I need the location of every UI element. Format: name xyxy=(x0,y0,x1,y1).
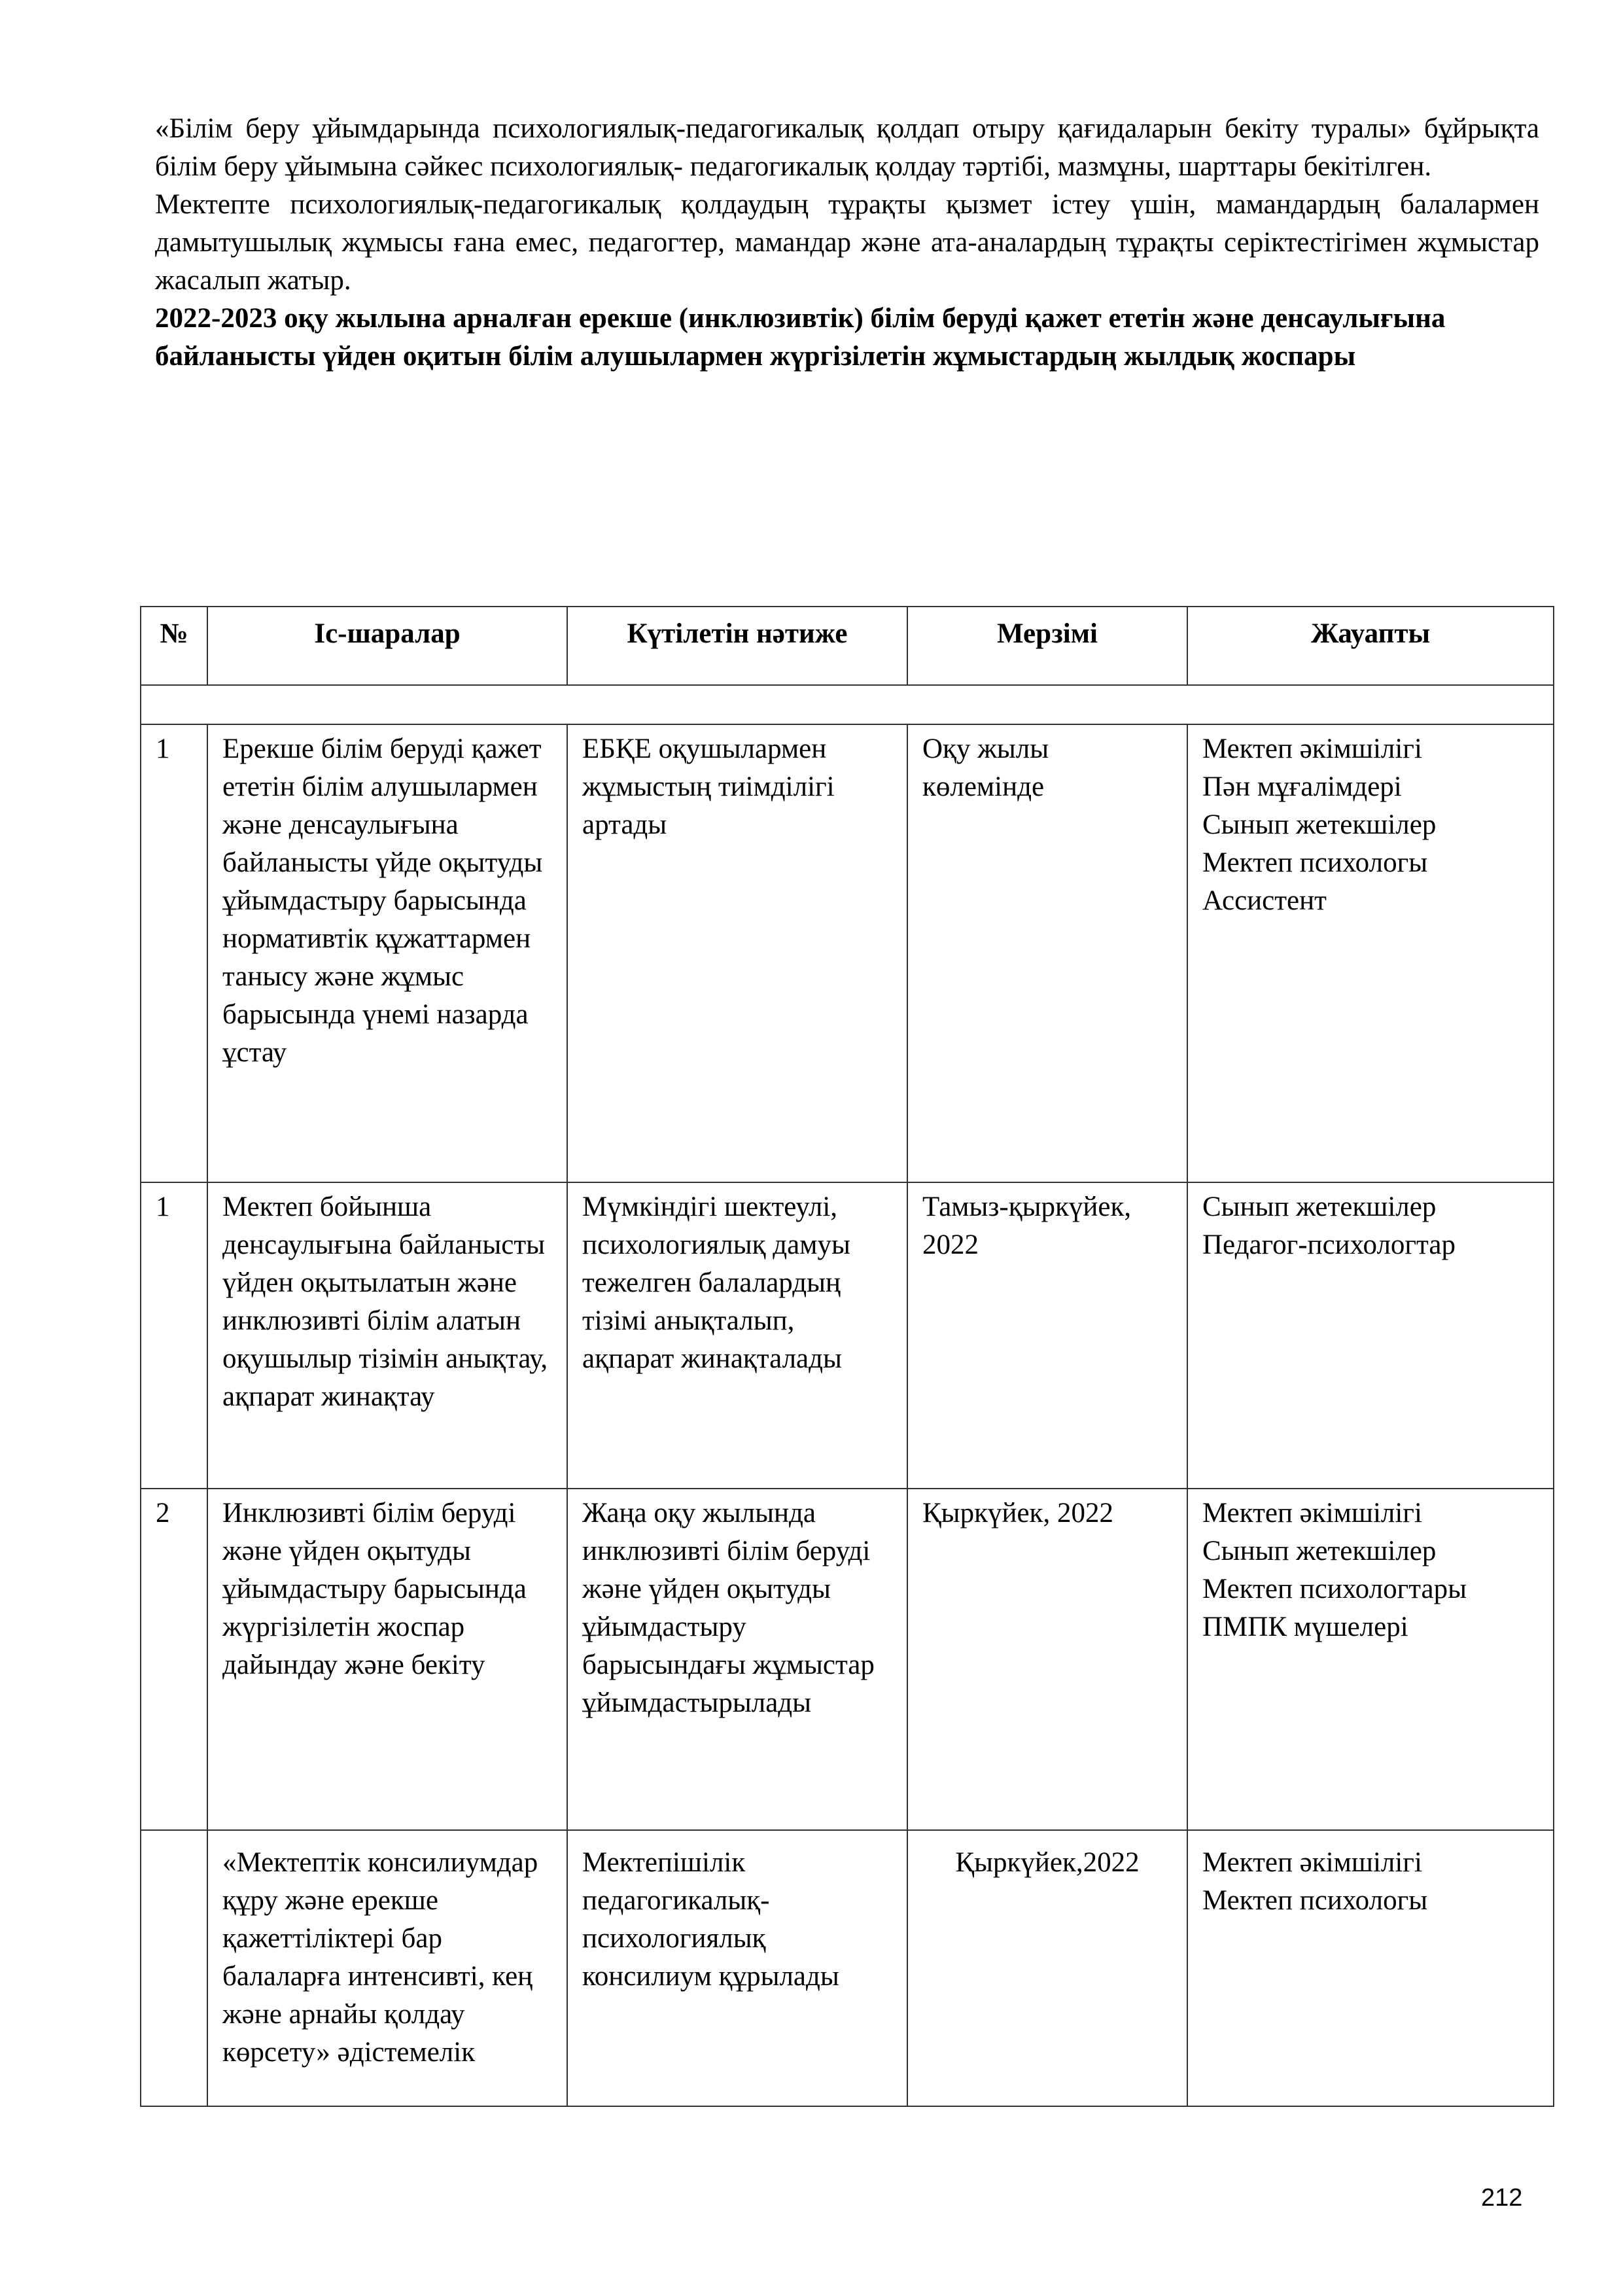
intro-paragraph-1: «Білім беру ұйымдарында психологиялық-педагогикалық қолдап отыру қағидаларын бекіту туралы» бұйрықта білім беру ұйымына сәйкес психологиялық- педагогикалық қолдау тәртібі, мазмұны, шарттары бекітілген. xyxy=(155,113,1539,182)
header-expected-result: Күтілетін нәтиже xyxy=(567,607,907,685)
row-deadline: Қыркүйек, 2022 xyxy=(907,1489,1187,1830)
annual-plan-table xyxy=(140,606,1554,2107)
row-activity: Инклюзивті білім беруді және үйден оқытуды ұйымдастыру барысында жүргізілетін жоспар дайындау және бекіту xyxy=(207,1489,567,1830)
responsible-item: Мектеп психологы xyxy=(1202,847,1428,878)
row-responsible xyxy=(1187,1489,1554,1830)
table-row xyxy=(141,1182,1554,1489)
responsible-item: Пән мұғалімдері xyxy=(1202,771,1402,802)
table-row xyxy=(141,724,1554,1182)
responsible-item: Педагог-психологтар xyxy=(1202,1229,1456,1260)
responsible-item: Сынып жетекшілер xyxy=(1202,1192,1437,1222)
row-number: 2 xyxy=(141,1489,207,1830)
row-activity: «Мектептік консилиумдар құру және ерекше қажеттіліктері бар балаларға интенсивті, кең және арнайы қолдау көрсету» әдістемелік xyxy=(207,1830,567,2106)
row-number xyxy=(141,1830,207,2106)
header-activities: Іс-шаралар xyxy=(207,607,567,685)
table-spacer-row xyxy=(141,685,1554,724)
responsible-item: Мектеп әкімшілігі xyxy=(1202,1847,1422,1878)
row-number: 1 xyxy=(141,724,207,1182)
header-responsible: Жауапты xyxy=(1187,607,1554,685)
row-responsible xyxy=(1187,724,1554,1182)
responsible-item: Сынып жетекшілер xyxy=(1202,809,1437,840)
intro-text xyxy=(155,110,1539,376)
page-number: 212 xyxy=(1481,2184,1523,2212)
responsible-item: Мектеп психологы xyxy=(1202,1885,1428,1916)
row-result: Жаңа оқу жылында инклюзивті білім беруді және үйден оқытуды ұйымдастыру барысындағы жұмыстар ұйымдастырылады xyxy=(567,1489,907,1830)
table-header-row xyxy=(141,607,1554,685)
responsible-item: ПМПК мүшелері xyxy=(1202,1612,1408,1642)
responsible-item: Мектеп әкімшілігі xyxy=(1202,733,1422,764)
row-number: 1 xyxy=(141,1182,207,1489)
intro-paragraph-2: Мектепте психологиялық-педагогикалық қолдаудың тұрақты қызмет істеу үшін, мамандардың балалармен дамытушылық жұмысы ғана емес, педагогтер, мамандар және ата-аналардың тұрақты серіктестігімен жұмыстар жасалып жатыр. xyxy=(155,189,1539,296)
row-result: Мектепішілік педагогикалық-психологиялық консилиум құрылады xyxy=(567,1830,907,2106)
row-deadline: Оқу жылы көлемінде xyxy=(907,724,1187,1182)
responsible-item: Мектеп әкімшілігі xyxy=(1202,1498,1422,1528)
table-row xyxy=(141,1489,1554,1830)
row-responsible xyxy=(1187,1830,1554,2106)
responsible-item: Ассистент xyxy=(1202,885,1327,916)
row-deadline: Тамыз-қыркүйек, 2022 xyxy=(907,1182,1187,1489)
row-result: ЕБҚЕ оқушылармен жұмыстың тиімділігі артады xyxy=(567,724,907,1182)
row-activity: Ерекше білім беруді қажет ететін білім алушылармен және денсаулығына байланысты үйде оқытуды ұйымдастыру барысында нормативтік құжаттармен танысу және жұмыс барысында үнемі назарда ұстау xyxy=(207,724,567,1182)
responsible-item: Сынып жетекшілер xyxy=(1202,1536,1437,1566)
spacer-cell xyxy=(141,685,1554,724)
row-activity: Мектеп бойынша денсаулығына байланысты үйден оқытылатын және инклюзивті білім алатын оқушылыр тізімін анықтау, ақпарат жинақтау xyxy=(207,1182,567,1489)
table-row xyxy=(141,1830,1554,2106)
plan-heading: 2022-2023 оқу жылына арналған ерекше (инклюзивтік) білім беруді қажет ететін және денсаулығына байланысты үйден оқитын білім алушылармен жүргізілетін жұмыстардың жылдық жоспары xyxy=(155,303,1446,372)
header-no: № xyxy=(141,607,207,685)
header-deadline: Мерзімі xyxy=(907,607,1187,685)
row-responsible xyxy=(1187,1182,1554,1489)
row-deadline: Қыркүйек,2022 xyxy=(907,1830,1187,2106)
responsible-item: Мектеп психологтары xyxy=(1202,1574,1467,1604)
row-result: Мүмкіндігі шектеулі, психологиялық дамуы тежелген балалардың тізімі анықталып, ақпарат жинақталады xyxy=(567,1182,907,1489)
